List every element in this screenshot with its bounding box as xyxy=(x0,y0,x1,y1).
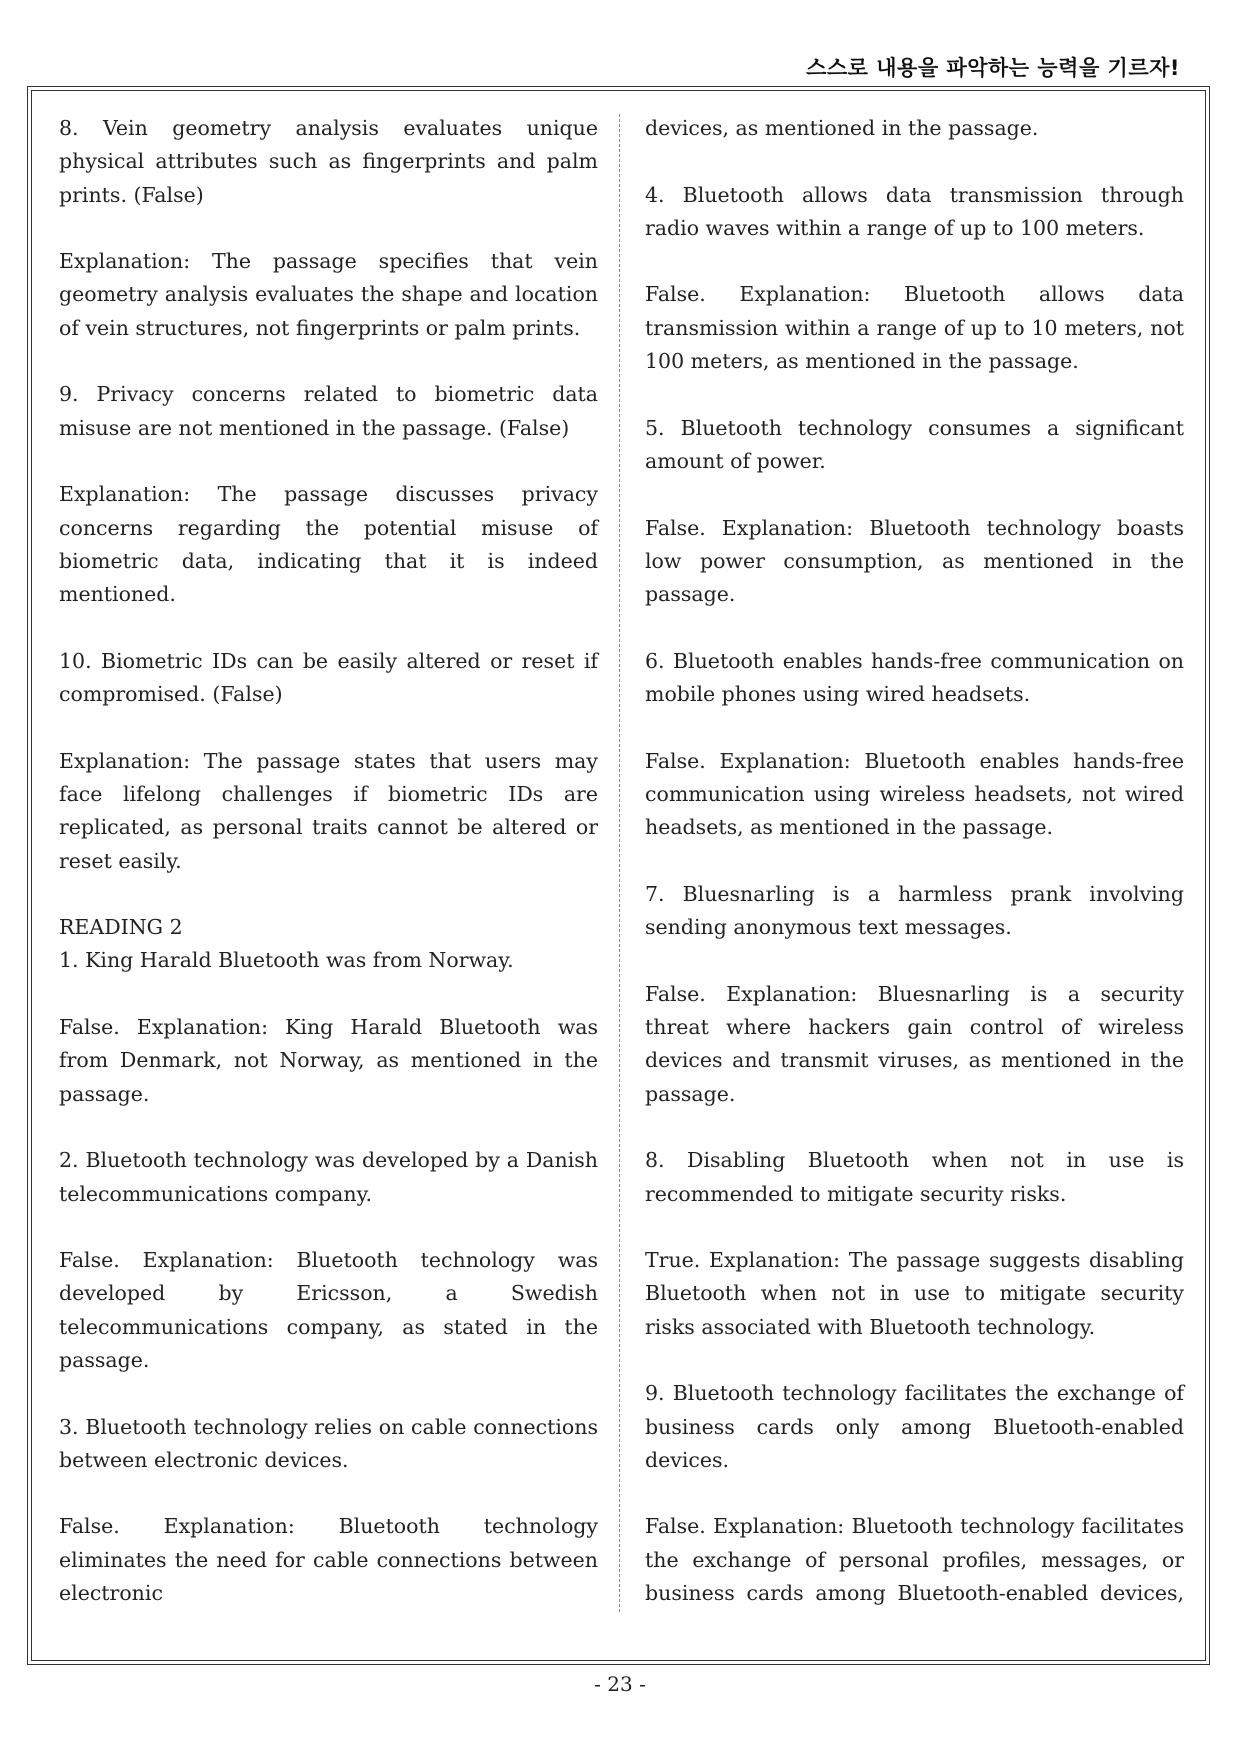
explanation-paragraph: Explanation: The passage specifies that vein geometry analysis evaluates the shape and location of vein structures, not fingerprints or palm prints. xyxy=(59,249,598,340)
question-paragraph: 2. Bluetooth technology was developed by a Danish telecommunications company. xyxy=(59,1148,598,1206)
page-header-motto: 스스로 내용을 파악하는 능력을 기르자! xyxy=(806,56,1180,80)
question-paragraph: 3. Bluetooth technology relies on cable connections between electronic devices. xyxy=(59,1414,598,1472)
question-paragraph: 10. Biometric IDs can be easily altered or reset if compromised. (False) xyxy=(59,648,598,707)
explanation-paragraph: False. Explanation: King Harald Bluetooth was from Denmark, not Norway, as mentioned in the passage. xyxy=(59,1015,598,1106)
question-paragraph: 9. Privacy concerns related to biometric data misuse are not mentioned in the passage. (False) xyxy=(59,382,598,440)
explanation-paragraph: False. Explanation: Bluetooth technology was developed by Ericsson, a Swedish telecommunications company, as stated in the passage. xyxy=(59,1248,598,1372)
question-paragraph: 9. Bluetooth technology facilitates the exchange of business cards only among Bluetooth-enabled devices. xyxy=(645,1381,1184,1472)
explanation-paragraph: Explanation: The passage discusses privacy concerns regarding the potential misuse of biometric data, indicating that it is indeed mentioned. xyxy=(59,482,598,607)
explanation-paragraph: False. Explanation: Bluetooth technology facilitates the exchange of personal profiles, messages, or business cards among Bluetooth-enabled devices, xyxy=(645,1514,1184,1606)
column-divider xyxy=(619,114,620,1612)
question-paragraph: 5. Bluetooth technology consumes a significant amount of power. xyxy=(645,415,1184,473)
question-paragraph: 1. King Harald Bluetooth was from Norway. xyxy=(59,948,514,973)
explanation-paragraph: False. Explanation: Bluetooth allows data transmission within a range of up to 10 meters, not 100 meters, as mentioned in the passage. xyxy=(645,282,1184,374)
question-paragraph: 7. Bluesnarling is a harmless prank involving sending anonymous text messages. xyxy=(645,881,1184,940)
left-column xyxy=(59,112,598,1610)
right-column xyxy=(645,112,1184,1610)
explanation-paragraph: False. Explanation: Bluetooth enables hands-free communication using wireless headsets, not wired headsets, as mentioned in the passage. xyxy=(645,748,1184,840)
explanation-paragraph: False. Explanation: Bluetooth technology eliminates the need for cable connections between electronic xyxy=(59,1514,598,1606)
page-number: - 23 - xyxy=(594,1672,646,1696)
explanation-paragraph: False. Explanation: Bluesnarling is a security threat where hackers gain control of wireless devices and transmit viruses, as mentioned in the passage. xyxy=(645,981,1184,1106)
explanation-paragraph: devices, as mentioned in the passage. xyxy=(645,116,1039,140)
question-paragraph: 4. Bluetooth allows data transmission through radio waves within a range of up to 100 meters. xyxy=(645,182,1184,240)
question-paragraph: 8. Disabling Bluetooth when not in use is recommended to mitigate security risks. xyxy=(645,1148,1184,1206)
explanation-paragraph: Explanation: The passage states that users may face lifelong challenges if biometric IDs are replicated, as personal traits cannot be altered or reset easily. xyxy=(59,748,598,873)
section-heading: READING 2 xyxy=(59,915,183,940)
question-paragraph: 8. Vein geometry analysis evaluates unique physical attributes such as fingerprints and palm prints. (False) xyxy=(59,116,598,207)
explanation-paragraph: False. Explanation: Bluetooth technology boasts low power consumption, as mentioned in the passage. xyxy=(645,515,1184,607)
explanation-paragraph: True. Explanation: The passage suggests disabling Bluetooth when not in use to mitigate security risks associated with Bluetooth technology. xyxy=(645,1248,1184,1339)
question-paragraph: 6. Bluetooth enables hands-free communication on mobile phones using wired headsets. xyxy=(645,648,1184,707)
